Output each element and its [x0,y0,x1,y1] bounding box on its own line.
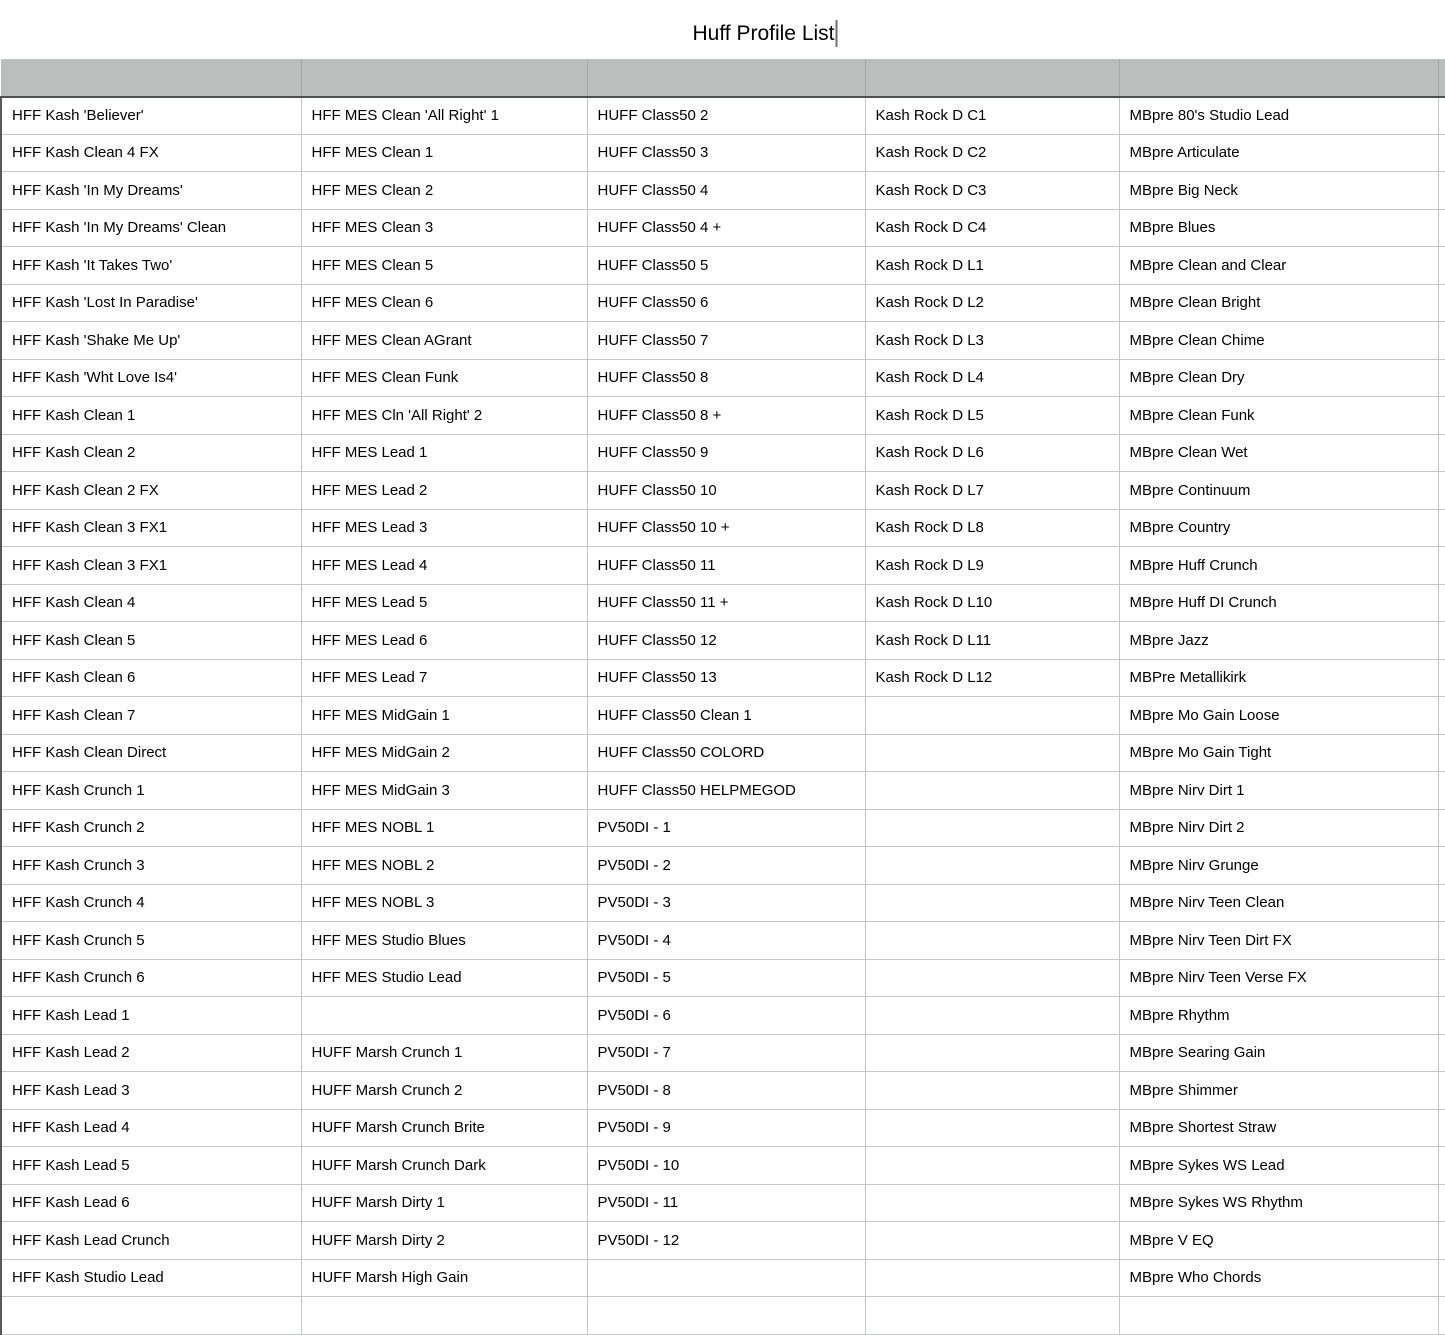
cell[interactable]: PV50DI - 8 [587,1072,865,1110]
cell[interactable]: HUFF Marsh Crunch 1 [301,1034,587,1072]
cell[interactable] [1438,847,1445,885]
cell[interactable]: HFF Kash 'In My Dreams' [1,172,301,210]
table-row [1,1072,1445,1110]
cell[interactable]: HFF MES Lead 6 [301,622,587,660]
cell[interactable]: HFF MES Clean 'All Right' 1 [301,97,587,135]
cell[interactable]: HFF MES Lead 4 [301,547,587,585]
cell[interactable]: HFF MES Lead 7 [301,659,587,697]
cell[interactable] [1438,359,1445,397]
cell[interactable]: HFF Kash Crunch 2 [1,809,301,847]
cell[interactable]: HUFF Class50 Clean 1 [587,697,865,735]
cell[interactable] [865,1222,1119,1260]
cell[interactable]: HFF Kash Clean Direct [1,734,301,772]
cell[interactable]: HFF Kash 'It Takes Two' [1,247,301,285]
table-row [1,1147,1445,1185]
cell[interactable]: PV50DI - 11 [587,1184,865,1222]
cell[interactable]: HFF Kash Crunch 1 [1,772,301,810]
cell[interactable]: PV50DI - 12 [587,1222,865,1260]
cell[interactable] [1438,434,1445,472]
table-row [1,584,1445,622]
table-row [1,1222,1445,1260]
table-row [1,659,1445,697]
cell[interactable]: MBpre Clean Funk [1119,397,1438,435]
cell[interactable]: MBpre Clean Wet [1119,434,1438,472]
cell[interactable] [1438,397,1445,435]
header-cell[interactable] [1,60,301,97]
table-row [1,847,1445,885]
cell[interactable]: MBpre Blues [1119,209,1438,247]
cell[interactable] [1438,959,1445,997]
cell[interactable]: PV50DI - 4 [587,922,865,960]
cell[interactable]: HFF Kash Clean 3 FX1 [1,547,301,585]
cell[interactable] [1438,772,1445,810]
cell[interactable] [1438,697,1445,735]
cell[interactable]: MBpre Jazz [1119,622,1438,660]
cell[interactable]: HFF MES MidGain 3 [301,772,587,810]
cell[interactable]: HFF Kash Crunch 5 [1,922,301,960]
cell[interactable] [865,734,1119,772]
cell[interactable] [865,772,1119,810]
cell[interactable]: HFF Kash Lead 6 [1,1184,301,1222]
cell[interactable]: Kash Rock D L11 [865,622,1119,660]
cell[interactable]: HFF Kash Lead Crunch [1,1222,301,1260]
cell[interactable]: MBpre Clean Bright [1119,284,1438,322]
cell[interactable]: HUFF Class50 COLORD [587,734,865,772]
cell[interactable]: PV50DI - 10 [587,1147,865,1185]
cell[interactable]: PV50DI - 5 [587,959,865,997]
document-title[interactable] [692,20,837,47]
header-row [1,60,1445,97]
cell[interactable] [1438,547,1445,585]
cell[interactable]: PV50DI - 9 [587,1109,865,1147]
cell[interactable]: MBpre Articulate [1119,134,1438,172]
cell[interactable]: HUFF Class50 10 [587,472,865,510]
cell[interactable]: PV50DI - 7 [587,1034,865,1072]
cell[interactable] [865,847,1119,885]
cell[interactable] [865,922,1119,960]
cell[interactable] [1438,97,1445,135]
table-row [1,172,1445,210]
cell[interactable]: HUFF Class50 2 [587,97,865,135]
cell[interactable]: MBpre Nirv Dirt 2 [1119,809,1438,847]
cell[interactable] [1438,1147,1445,1185]
cell[interactable]: MBpre Huff Crunch [1119,547,1438,585]
table-row [1,1034,1445,1072]
cell[interactable]: HUFF Class50 8 + [587,397,865,435]
cell[interactable]: HFF Kash Clean 1 [1,397,301,435]
cell[interactable]: HFF MES Clean 3 [301,209,587,247]
cell[interactable]: PV50DI - 3 [587,884,865,922]
table-row [1,1259,1445,1297]
cell[interactable]: MBpre Country [1119,509,1438,547]
cell[interactable]: HFF Kash Lead 3 [1,1072,301,1110]
cell[interactable]: HUFF Class50 12 [587,622,865,660]
cell[interactable] [865,884,1119,922]
cell[interactable] [301,997,587,1035]
cell[interactable] [1438,1297,1445,1335]
cell[interactable]: MBpre Nirv Teen Dirt FX [1119,922,1438,960]
cell[interactable]: HFF MES Clean AGrant [301,322,587,360]
cell[interactable] [1438,1034,1445,1072]
table-row [1,509,1445,547]
header-cell[interactable] [301,60,587,97]
cell[interactable] [1438,922,1445,960]
cell[interactable]: HUFF Marsh Dirty 1 [301,1184,587,1222]
cell[interactable]: MBpre Sykes WS Lead [1119,1147,1438,1185]
cell[interactable]: HFF MES MidGain 2 [301,734,587,772]
cell[interactable]: HUFF Marsh High Gain [301,1259,587,1297]
table-row [1,809,1445,847]
table-row [1,547,1445,585]
table-row [1,134,1445,172]
cell[interactable] [1438,284,1445,322]
cell[interactable]: MBpre Big Neck [1119,172,1438,210]
table-row [1,884,1445,922]
cell[interactable]: HFF MES Lead 3 [301,509,587,547]
table-row [1,1297,1445,1335]
cell[interactable]: MBpre Mo Gain Loose [1119,697,1438,735]
cell[interactable]: Kash Rock D L2 [865,284,1119,322]
cell[interactable]: HFF Kash Lead 4 [1,1109,301,1147]
cell[interactable]: HFF MES Cln 'All Right' 2 [301,397,587,435]
cell[interactable]: HFF Kash Clean 7 [1,697,301,735]
header-cell[interactable] [1438,60,1445,97]
cell[interactable]: HFF Kash Clean 6 [1,659,301,697]
cell[interactable]: HUFF Class50 8 [587,359,865,397]
cell[interactable]: Kash Rock D L7 [865,472,1119,510]
cell[interactable]: HFF Kash Crunch 3 [1,847,301,885]
header-cell[interactable] [865,60,1119,97]
cell[interactable]: MBpre Rhythm [1119,997,1438,1035]
cell[interactable]: HUFF Class50 6 [587,284,865,322]
cell[interactable]: HUFF Class50 9 [587,434,865,472]
cell[interactable] [1438,209,1445,247]
cell[interactable]: Kash Rock D L1 [865,247,1119,285]
cell[interactable] [587,1297,865,1335]
cell[interactable] [1438,172,1445,210]
cell[interactable]: PV50DI - 1 [587,809,865,847]
cell[interactable] [1,1297,301,1335]
cell[interactable]: HFF Kash Lead 1 [1,997,301,1035]
cell[interactable]: MBpre Sykes WS Rhythm [1119,1184,1438,1222]
cell[interactable]: MBpre Shortest Straw [1119,1109,1438,1147]
cell[interactable]: Kash Rock D L5 [865,397,1119,435]
cell[interactable]: Kash Rock D L8 [865,509,1119,547]
cell[interactable] [1119,1297,1438,1335]
table-row [1,209,1445,247]
cell[interactable]: MBpre Clean Dry [1119,359,1438,397]
cell[interactable] [865,959,1119,997]
cell[interactable]: MBpre Nirv Grunge [1119,847,1438,885]
cell[interactable] [865,1297,1119,1335]
cell[interactable] [1438,809,1445,847]
cell[interactable]: MBpre Nirv Teen Clean [1119,884,1438,922]
cell[interactable]: HUFF Class50 4 + [587,209,865,247]
table-row [1,622,1445,660]
table-row [1,97,1445,135]
cell[interactable]: HFF MES Clean 6 [301,284,587,322]
header-cell[interactable] [1119,60,1438,97]
cell[interactable] [865,697,1119,735]
cell[interactable]: HFF Kash Clean 5 [1,622,301,660]
cell[interactable]: Kash Rock D L3 [865,322,1119,360]
table-row [1,772,1445,810]
cell[interactable] [1438,509,1445,547]
table-row [1,434,1445,472]
table-row [1,997,1445,1035]
table-container [0,59,1445,1335]
cell[interactable] [1438,134,1445,172]
cell[interactable]: HUFF Marsh Crunch 2 [301,1072,587,1110]
cell[interactable]: Kash Rock D C1 [865,97,1119,135]
cell[interactable] [1438,1222,1445,1260]
cell[interactable]: HFF Kash Clean 4 [1,584,301,622]
cell[interactable]: MBpre Shimmer [1119,1072,1438,1110]
table-row [1,247,1445,285]
cell[interactable]: HFF Kash 'Believer' [1,97,301,135]
cell[interactable]: HFF Kash Studio Lead [1,1259,301,1297]
cell[interactable] [865,1147,1119,1185]
cell[interactable]: HUFF Marsh Crunch Brite [301,1109,587,1147]
table-row [1,322,1445,360]
cell[interactable]: MBpre Searing Gain [1119,1034,1438,1072]
cell[interactable]: HUFF Class50 3 [587,134,865,172]
cell[interactable]: MBPre Metallikirk [1119,659,1438,697]
cell[interactable]: HFF MES Clean 1 [301,134,587,172]
cell[interactable]: HFF MES NOBL 1 [301,809,587,847]
header-cell[interactable] [587,60,865,97]
cell[interactable]: HUFF Marsh Dirty 2 [301,1222,587,1260]
cell[interactable] [1438,472,1445,510]
cell[interactable]: HFF MES Clean 2 [301,172,587,210]
cell[interactable]: HFF Kash Clean 2 [1,434,301,472]
cell[interactable] [587,1259,865,1297]
cell[interactable] [1438,884,1445,922]
cell[interactable] [1438,997,1445,1035]
cell[interactable] [1438,659,1445,697]
cell[interactable]: HFF MES Clean Funk [301,359,587,397]
cell[interactable]: Kash Rock D C2 [865,134,1119,172]
table-row [1,397,1445,435]
cell[interactable] [1438,584,1445,622]
text-cursor [836,20,838,47]
cell[interactable] [1438,1259,1445,1297]
cell[interactable]: MBpre Mo Gain Tight [1119,734,1438,772]
cell[interactable]: HFF MES Studio Blues [301,922,587,960]
cell[interactable]: HFF Kash 'In My Dreams' Clean [1,209,301,247]
cell[interactable] [865,997,1119,1035]
table-row [1,1184,1445,1222]
cell[interactable]: HUFF Class50 11 [587,547,865,585]
cell[interactable]: HUFF Class50 7 [587,322,865,360]
cell[interactable]: HUFF Marsh Crunch Dark [301,1147,587,1185]
cell[interactable]: HFF MES NOBL 3 [301,884,587,922]
cell[interactable] [1438,1109,1445,1147]
cell[interactable]: Kash Rock D L6 [865,434,1119,472]
table-row [1,359,1445,397]
cell[interactable]: MBpre V EQ [1119,1222,1438,1260]
cell[interactable]: HFF Kash Clean 4 FX [1,134,301,172]
cell[interactable]: Kash Rock D L12 [865,659,1119,697]
cell[interactable]: HFF Kash Lead 2 [1,1034,301,1072]
document-title-text: Huff Profile List [692,21,835,45]
cell[interactable]: HUFF Class50 5 [587,247,865,285]
cell[interactable]: HUFF Class50 HELPMEGOD [587,772,865,810]
cell[interactable] [865,809,1119,847]
cell[interactable] [1438,1184,1445,1222]
cell[interactable]: HFF MES MidGain 1 [301,697,587,735]
cell[interactable]: MBpre Clean Chime [1119,322,1438,360]
cell[interactable]: HFF MES Clean 5 [301,247,587,285]
cell[interactable]: HFF MES Lead 1 [301,434,587,472]
cell[interactable]: HFF Kash 'Wht Love Is4' [1,359,301,397]
cell[interactable] [1438,1072,1445,1110]
profile-table [0,59,1445,1335]
table-row [1,284,1445,322]
cell[interactable] [1438,734,1445,772]
cell[interactable]: HFF Kash Clean 2 FX [1,472,301,510]
cell[interactable]: HUFF Class50 10 + [587,509,865,547]
table-row [1,472,1445,510]
cell[interactable] [1438,622,1445,660]
cell[interactable]: HFF Kash 'Shake Me Up' [1,322,301,360]
table-row [1,734,1445,772]
cell[interactable]: MBpre 80's Studio Lead [1119,97,1438,135]
cell[interactable] [301,1297,587,1335]
cell[interactable]: HUFF Class50 4 [587,172,865,210]
cell[interactable]: Kash Rock D L10 [865,584,1119,622]
cell[interactable] [865,1072,1119,1110]
cell[interactable]: MBpre Who Chords [1119,1259,1438,1297]
cell[interactable]: HFF MES Lead 5 [301,584,587,622]
cell[interactable]: HFF Kash Lead 5 [1,1147,301,1185]
cell[interactable]: MBpre Nirv Dirt 1 [1119,772,1438,810]
cell[interactable]: HUFF Class50 11 + [587,584,865,622]
table-row [1,922,1445,960]
cell[interactable] [865,1109,1119,1147]
cell[interactable]: HFF Kash Crunch 6 [1,959,301,997]
cell[interactable]: Kash Rock D L9 [865,547,1119,585]
cell[interactable] [1438,322,1445,360]
cell[interactable]: Kash Rock D C3 [865,172,1119,210]
cell[interactable]: HFF Kash 'Lost In Paradise' [1,284,301,322]
table-row [1,959,1445,997]
cell[interactable]: Kash Rock D C4 [865,209,1119,247]
cell[interactable] [865,1034,1119,1072]
cell[interactable] [865,1184,1119,1222]
cell[interactable]: PV50DI - 2 [587,847,865,885]
cell[interactable]: HUFF Class50 13 [587,659,865,697]
cell[interactable]: HFF MES NOBL 2 [301,847,587,885]
cell[interactable]: MBpre Huff DI Crunch [1119,584,1438,622]
cell[interactable] [865,1259,1119,1297]
cell[interactable]: PV50DI - 6 [587,997,865,1035]
cell[interactable]: HFF MES Studio Lead [301,959,587,997]
cell[interactable]: MBpre Continuum [1119,472,1438,510]
cell[interactable]: HFF Kash Clean 3 FX1 [1,509,301,547]
table-row [1,1109,1445,1147]
table-row [1,697,1445,735]
cell[interactable]: Kash Rock D L4 [865,359,1119,397]
cell[interactable] [1438,247,1445,285]
cell[interactable]: MBpre Clean and Clear [1119,247,1438,285]
cell[interactable]: HFF Kash Crunch 4 [1,884,301,922]
cell[interactable]: MBpre Nirv Teen Verse FX [1119,959,1438,997]
cell[interactable]: HFF MES Lead 2 [301,472,587,510]
